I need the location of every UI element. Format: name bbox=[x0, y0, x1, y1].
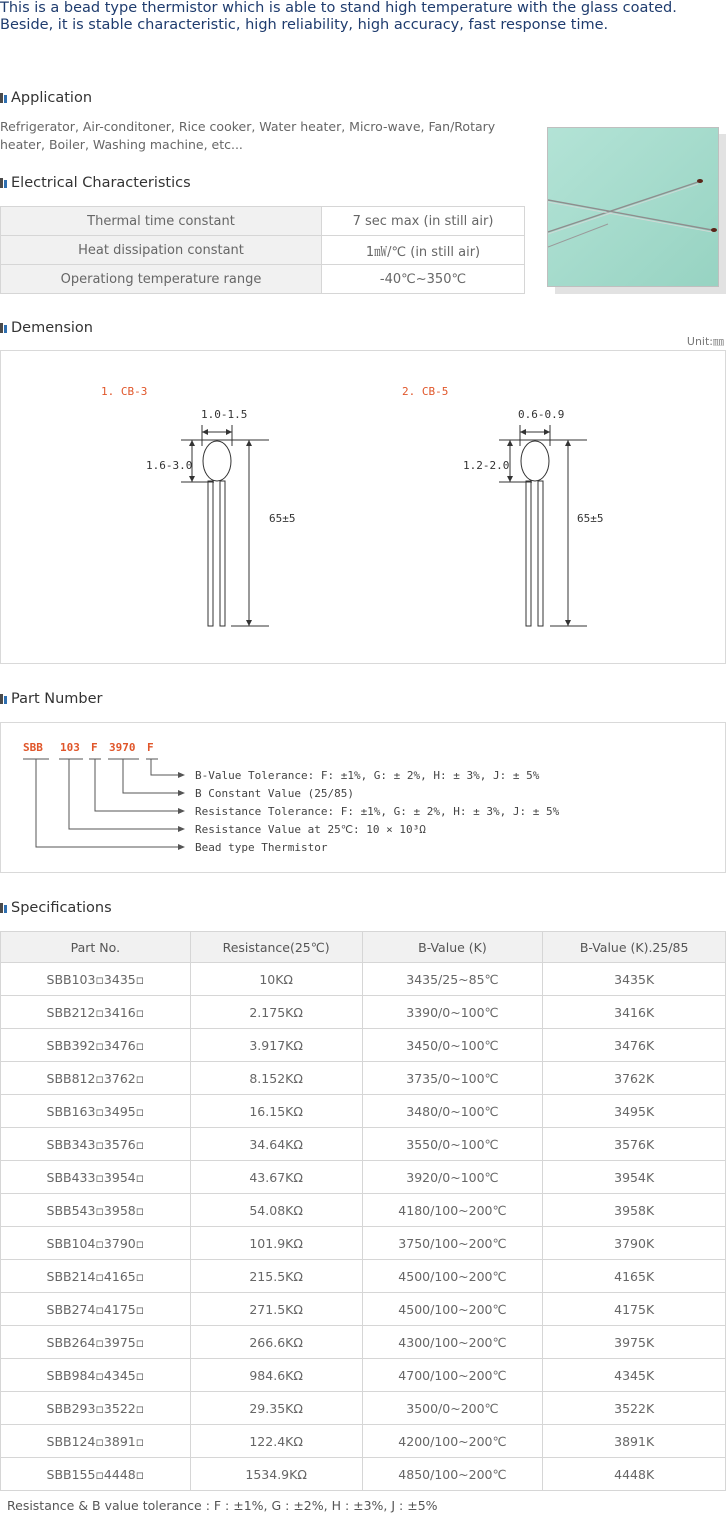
cell-b-value: 4700/100~200℃ bbox=[362, 1359, 543, 1392]
cell-resistance: 3.917KΩ bbox=[190, 1029, 362, 1062]
cell-b-value-25-85: 4175K bbox=[543, 1293, 726, 1326]
cell-resistance: 16.15KΩ bbox=[190, 1095, 362, 1128]
table-row bbox=[1, 236, 525, 265]
intro-text bbox=[0, 0, 726, 34]
cell-part-no: SBB274▫4175▫ bbox=[1, 1293, 191, 1326]
table-row bbox=[1, 1029, 726, 1062]
table-row bbox=[1, 207, 525, 236]
thermistor-photo-image bbox=[548, 128, 718, 286]
intro-line-2: Beside, it is stable characteristic, high reliability, high accuracy, fast response time. bbox=[0, 17, 609, 33]
section-bullet-icon bbox=[0, 901, 8, 913]
cell-b-value: 4850/100~200℃ bbox=[362, 1458, 543, 1491]
part-number-title: Part Number bbox=[11, 691, 103, 707]
intro-line-1: This is a bead type thermistor which is able to stand high temperature with the glass coated. bbox=[0, 0, 677, 16]
cell-part-no: SBB155▫4448▫ bbox=[1, 1458, 191, 1491]
cb3-height-label: 1.6-3.0 bbox=[146, 459, 193, 472]
code-series: SBB bbox=[23, 741, 43, 754]
cell-resistance: 101.9KΩ bbox=[190, 1227, 362, 1260]
cell-b-value: 3735/0~100℃ bbox=[362, 1062, 543, 1095]
cell-b-value-25-85: 3891K bbox=[543, 1425, 726, 1458]
specifications-title: Specifications bbox=[11, 900, 112, 916]
table-row bbox=[1, 1062, 726, 1095]
cell-b-value-25-85: 3416K bbox=[543, 996, 726, 1029]
header-resistance: Resistance(25℃) bbox=[190, 932, 362, 963]
dimension-heading bbox=[0, 319, 93, 337]
cb3-length-label: 65±5 bbox=[269, 512, 296, 525]
cell-resistance: 215.5KΩ bbox=[190, 1260, 362, 1293]
table-row bbox=[1, 1161, 726, 1194]
specifications-body bbox=[1, 963, 726, 1491]
part-line-resistance-tolerance: Resistance Tolerance: F: ±1%, G: ± 2%, H: ± 3%, J: ± 5% bbox=[195, 805, 560, 818]
table-row bbox=[1, 996, 726, 1029]
cell-b-value-25-85: 3522K bbox=[543, 1392, 726, 1425]
section-bullet-icon bbox=[0, 91, 8, 103]
table-row bbox=[1, 265, 525, 294]
dimension-title: Demension bbox=[11, 320, 93, 336]
cell-part-no: SBB984▫4345▫ bbox=[1, 1359, 191, 1392]
part-number-box bbox=[0, 722, 726, 873]
cell-resistance: 122.4KΩ bbox=[190, 1425, 362, 1458]
part-number-heading bbox=[0, 690, 102, 708]
cell-b-value-25-85: 4448K bbox=[543, 1458, 726, 1491]
cell-part-no: SBB392▫3476▫ bbox=[1, 1029, 191, 1062]
electrical-value: 7 sec max (in still air) bbox=[322, 207, 525, 236]
specifications-table bbox=[0, 931, 726, 1491]
cell-part-no: SBB104▫3790▫ bbox=[1, 1227, 191, 1260]
table-row bbox=[1, 1425, 726, 1458]
cell-b-value: 4200/100~200℃ bbox=[362, 1425, 543, 1458]
application-text: Refrigerator, Air-conditoner, Rice cooker, Water heater, Micro-wave, Fan/Rotary heater, Boiler, Washing machine, etc... bbox=[0, 119, 496, 152]
header-b-value-25-85: B-Value (K).25/85 bbox=[543, 932, 726, 963]
table-row bbox=[1, 1326, 726, 1359]
part-line-b-tolerance: B-Value Tolerance: F: ±1%, G: ± 2%, H: ± 3%, J: ± 5% bbox=[195, 769, 540, 782]
cell-resistance: 2.175KΩ bbox=[190, 996, 362, 1029]
cell-b-value: 4180/100~200℃ bbox=[362, 1194, 543, 1227]
cell-b-value: 3500/0~200℃ bbox=[362, 1392, 543, 1425]
cell-resistance: 54.08KΩ bbox=[190, 1194, 362, 1227]
electrical-title: Electrical Characteristics bbox=[11, 175, 191, 191]
cell-b-value-25-85: 3954K bbox=[543, 1161, 726, 1194]
electrical-value: -40℃~350℃ bbox=[322, 265, 525, 294]
table-header-row bbox=[1, 932, 726, 963]
cell-resistance: 29.35KΩ bbox=[190, 1392, 362, 1425]
cell-part-no: SBB212▫3416▫ bbox=[1, 996, 191, 1029]
cell-resistance: 8.152KΩ bbox=[190, 1062, 362, 1095]
cell-part-no: SBB264▫3975▫ bbox=[1, 1326, 191, 1359]
cell-part-no: SBB543▫3958▫ bbox=[1, 1194, 191, 1227]
cell-b-value-25-85: 4165K bbox=[543, 1260, 726, 1293]
cell-part-no: SBB433▫3954▫ bbox=[1, 1161, 191, 1194]
cell-b-value: 4500/100~200℃ bbox=[362, 1260, 543, 1293]
cell-part-no: SBB343▫3576▫ bbox=[1, 1128, 191, 1161]
cell-b-value-25-85: 3790K bbox=[543, 1227, 726, 1260]
part-line-b-constant: B Constant Value (25/85) bbox=[195, 787, 354, 800]
table-row bbox=[1, 1293, 726, 1326]
cb3-width-label: 1.0-1.5 bbox=[201, 408, 248, 421]
cell-part-no: SBB124▫3891▫ bbox=[1, 1425, 191, 1458]
cell-b-value-25-85: 3476K bbox=[543, 1029, 726, 1062]
electrical-label: Thermal time constant bbox=[1, 207, 322, 236]
cb5-width-label: 0.6-0.9 bbox=[518, 408, 565, 421]
table-row bbox=[1, 1359, 726, 1392]
electrical-value: 1㎽/℃ (in still air) bbox=[322, 236, 525, 265]
cell-part-no: SBB163▫3495▫ bbox=[1, 1095, 191, 1128]
cell-b-value: 3750/100~200℃ bbox=[362, 1227, 543, 1260]
cell-b-value-25-85: 4345K bbox=[543, 1359, 726, 1392]
table-row bbox=[1, 1128, 726, 1161]
cell-part-no: SBB103▫3435▫ bbox=[1, 963, 191, 996]
cell-resistance: 34.64KΩ bbox=[190, 1128, 362, 1161]
part-line-type: Bead type Thermistor bbox=[195, 841, 328, 854]
table-row bbox=[1, 1227, 726, 1260]
part-number-diagram bbox=[1, 723, 725, 872]
section-bullet-icon bbox=[0, 692, 8, 704]
cell-b-value: 3480/0~100℃ bbox=[362, 1095, 543, 1128]
section-bullet-icon bbox=[0, 176, 8, 188]
code-resistance-tolerance: F bbox=[91, 741, 98, 754]
cell-resistance: 10KΩ bbox=[190, 963, 362, 996]
cell-b-value: 3450/0~100℃ bbox=[362, 1029, 543, 1062]
cell-part-no: SBB214▫4165▫ bbox=[1, 1260, 191, 1293]
code-b-constant: 3970 bbox=[109, 741, 136, 754]
cell-resistance: 271.5KΩ bbox=[190, 1293, 362, 1326]
header-b-value: B-Value (K) bbox=[362, 932, 543, 963]
dimension-box bbox=[0, 350, 726, 664]
cb5-label: 2. CB-5 bbox=[402, 385, 449, 398]
table-row bbox=[1, 963, 726, 996]
cell-part-no: SBB293▫3522▫ bbox=[1, 1392, 191, 1425]
cell-resistance: 43.67KΩ bbox=[190, 1161, 362, 1194]
electrical-label: Operationg temperature range bbox=[1, 265, 322, 294]
header-part-no: Part No. bbox=[1, 932, 191, 963]
product-photo bbox=[547, 127, 719, 287]
cb5-height-label: 1.2-2.0 bbox=[463, 459, 510, 472]
cell-resistance: 1534.9KΩ bbox=[190, 1458, 362, 1491]
cell-b-value-25-85: 3958K bbox=[543, 1194, 726, 1227]
cell-resistance: 984.6KΩ bbox=[190, 1359, 362, 1392]
table-row bbox=[1, 1458, 726, 1491]
unit-label: Unit:㎜ bbox=[686, 335, 724, 348]
application-title: Application bbox=[11, 90, 93, 106]
table-row bbox=[1, 1095, 726, 1128]
table-row bbox=[1, 1392, 726, 1425]
cell-part-no: SBB812▫3762▫ bbox=[1, 1062, 191, 1095]
cb3-label: 1. CB-3 bbox=[101, 385, 148, 398]
electrical-label: Heat dissipation constant bbox=[1, 236, 322, 265]
cell-b-value: 4500/100~200℃ bbox=[362, 1293, 543, 1326]
cell-resistance: 266.6KΩ bbox=[190, 1326, 362, 1359]
table-row bbox=[1, 1194, 726, 1227]
electrical-heading bbox=[0, 174, 191, 192]
electrical-table bbox=[0, 206, 525, 294]
cell-b-value-25-85: 3435K bbox=[543, 963, 726, 996]
cell-b-value: 3390/0~100℃ bbox=[362, 996, 543, 1029]
cell-b-value-25-85: 3762K bbox=[543, 1062, 726, 1095]
application-heading bbox=[0, 89, 92, 107]
cell-b-value-25-85: 3975K bbox=[543, 1326, 726, 1359]
code-resistance: 103 bbox=[60, 741, 80, 754]
section-bullet-icon bbox=[0, 321, 8, 333]
cb5-length-label: 65±5 bbox=[577, 512, 604, 525]
cell-b-value-25-85: 3495K bbox=[543, 1095, 726, 1128]
cell-b-value: 3435/25~85℃ bbox=[362, 963, 543, 996]
cell-b-value: 4300/100~200℃ bbox=[362, 1326, 543, 1359]
tolerance-note: Resistance & B value tolerance : F : ±1%, G : ±2%, H : ±3%, J : ±5% bbox=[7, 1498, 438, 1513]
table-row bbox=[1, 1260, 726, 1293]
code-b-tolerance: F bbox=[147, 741, 154, 754]
dimension-drawing bbox=[1, 351, 725, 663]
specifications-heading bbox=[0, 899, 112, 917]
cell-b-value: 3550/0~100℃ bbox=[362, 1128, 543, 1161]
part-line-resistance-value: Resistance Value at 25℃: 10 × 10³Ω bbox=[195, 823, 426, 836]
cell-b-value: 3920/0~100℃ bbox=[362, 1161, 543, 1194]
cell-b-value-25-85: 3576K bbox=[543, 1128, 726, 1161]
